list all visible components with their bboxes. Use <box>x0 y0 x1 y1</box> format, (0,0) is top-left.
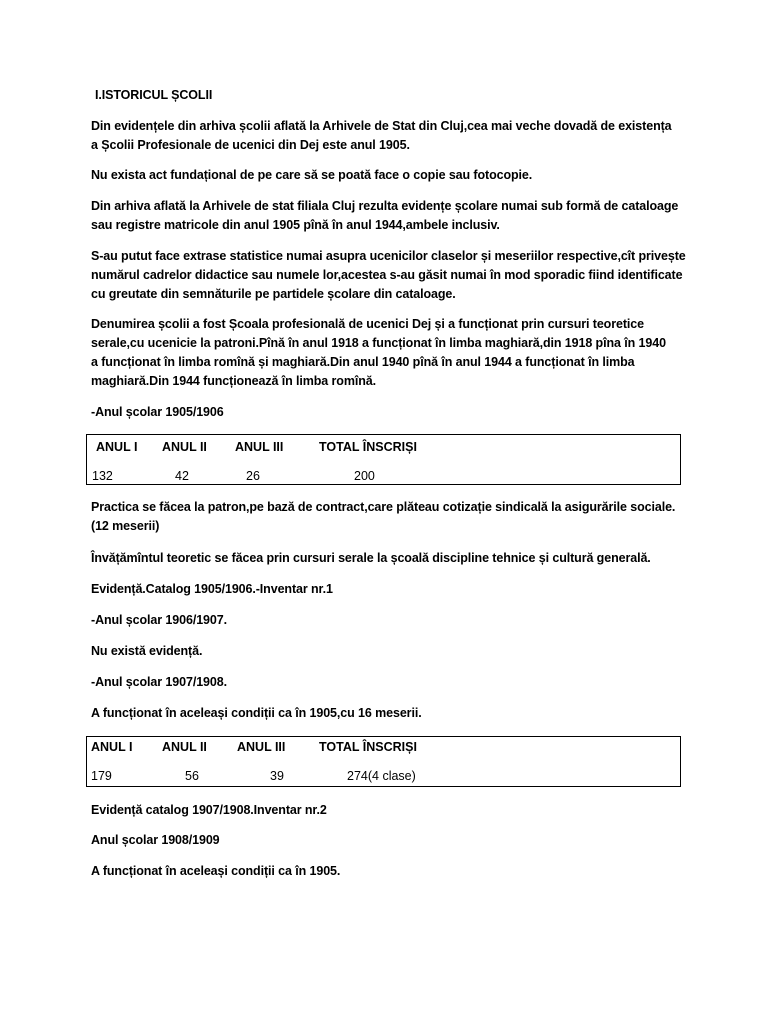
paragraph-line: serale,cu ucenicie la patroni.Pînă în anul 1918 a funcționat în limba maghiară,din 1918 pîna în 1940 <box>91 336 666 350</box>
paragraph-line: -Anul școlar 1905/1906 <box>91 405 224 419</box>
paragraph-line: A funcționat în aceleași condiții ca în 1905. <box>91 864 341 878</box>
table-header: ANUL II <box>162 740 207 754</box>
paragraph-line: Din arhiva aflată la Arhivele de stat filiala Cluj rezulta evidențe școlare numai sub formă de cataloage <box>91 199 679 213</box>
table-cell: 274(4 clase) <box>347 769 416 783</box>
paragraph-line: (12 meserii) <box>91 519 160 533</box>
paragraph-line: a funcționat în limba romînă și maghiară.Din anul 1940 pînă în anul 1944 a funcționat în limba <box>91 355 635 369</box>
paragraph-line: sau registre matricole din anul 1905 pînă în anul 1944,ambele inclusiv. <box>91 218 500 232</box>
section-heading: I.ISTORICUL ȘCOLII <box>95 88 213 102</box>
table-cell: 132 <box>92 469 113 483</box>
paragraph-line: -Anul școlar 1906/1907. <box>91 613 227 627</box>
paragraph-line: Evidență.Catalog 1905/1906.-Inventar nr.1 <box>91 582 333 596</box>
table-header: TOTAL ÎNSCRIȘI <box>319 740 417 754</box>
table-header: ANUL I <box>96 440 138 454</box>
table-cell: 56 <box>185 769 199 783</box>
table-header: ANUL III <box>237 740 286 754</box>
paragraph-line: Învățămîntul teoretic se făcea prin cursuri serale la școală discipline tehnice și cultură generală. <box>91 551 651 565</box>
enrollment-table-1907 <box>86 736 681 787</box>
paragraph-line: cu greutate din semnăturile pe partidele școlare din cataloage. <box>91 287 456 301</box>
paragraph-line: Nu exista act fundațional de pe care să se poată face o copie sau fotocopie. <box>91 168 533 182</box>
paragraph-line: Denumirea școlii a fost Școala profesională de ucenici Dej și a funcționat prin cursuri teoretice <box>91 317 644 331</box>
table-cell: 42 <box>175 469 189 483</box>
table-cell: 26 <box>246 469 260 483</box>
paragraph-line: maghiară.Din 1944 funcționează în limba romînă. <box>91 374 376 388</box>
paragraph-line: Anul școlar 1908/1909 <box>91 833 220 847</box>
table-cell: 39 <box>270 769 284 783</box>
paragraph-line: A funcționat în aceleași condiții ca în 1905,cu 16 meserii. <box>91 706 422 720</box>
table-header: ANUL III <box>235 440 284 454</box>
enrollment-table-1905 <box>86 434 681 485</box>
table-header: ANUL I <box>91 740 133 754</box>
paragraph-line: S-au putut face extrase statistice numai asupra ucenicilor claselor și meseriilor respective,cît privește <box>91 249 686 263</box>
paragraph-line: -Anul școlar 1907/1908. <box>91 675 227 689</box>
table-cell: 200 <box>354 469 375 483</box>
table-cell: 179 <box>91 769 112 783</box>
table-header: TOTAL ÎNSCRIȘI <box>319 440 417 454</box>
paragraph-line: Practica se făcea la patron,pe bază de contract,care plăteau cotizație sindicală la asigurările sociale. <box>91 500 676 514</box>
paragraph-line: Nu există evidență. <box>91 644 203 658</box>
paragraph-line: Evidență catalog 1907/1908.Inventar nr.2 <box>91 803 327 817</box>
paragraph-line: Din evidențele din arhiva școlii aflată la Arhivele de Stat din Cluj,cea mai veche dovadă de existența <box>91 119 672 133</box>
table-header: ANUL II <box>162 440 207 454</box>
paragraph-line: numărul cadrelor didactice sau numele lor,acestea s-au găsit numai în mod sporadic fiind identificate <box>91 268 683 282</box>
paragraph-line: a Școlii Profesionale de ucenici din Dej este anul 1905. <box>91 138 410 152</box>
